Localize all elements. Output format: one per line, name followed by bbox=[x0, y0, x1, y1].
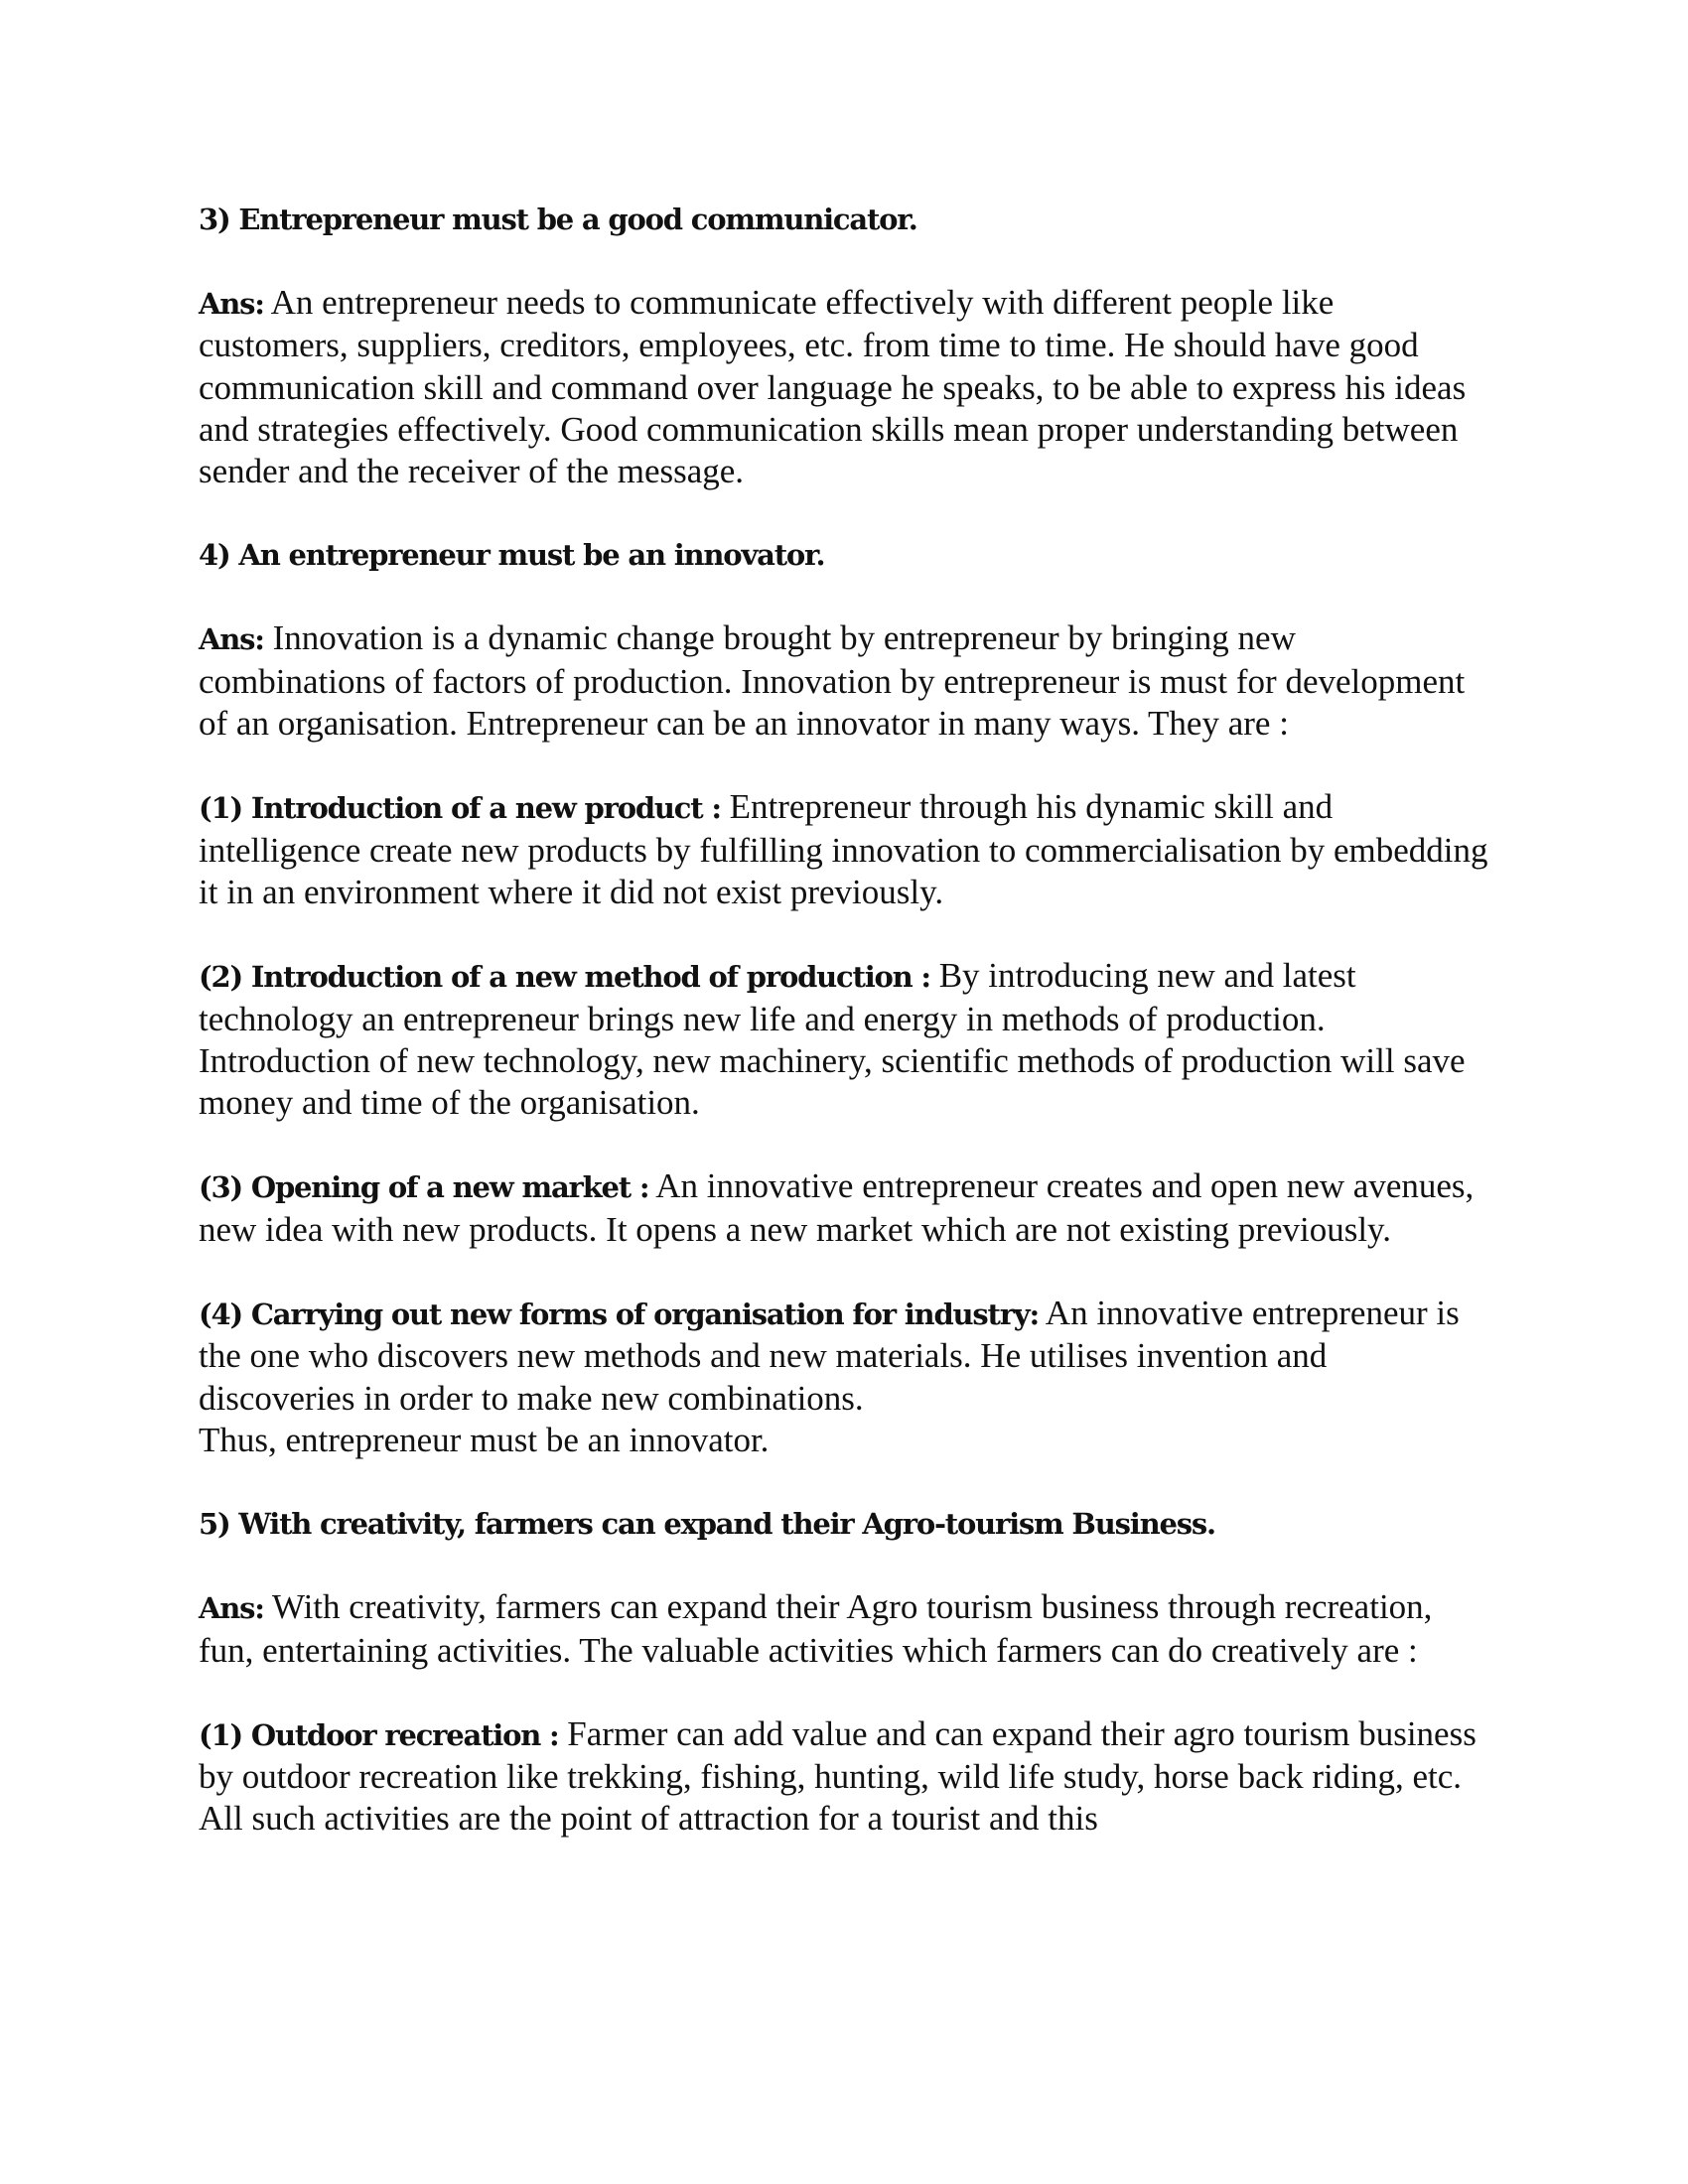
innovation-point-2 bbox=[199, 955, 1489, 1124]
question-4-answer bbox=[199, 617, 1489, 745]
question-3-answer bbox=[199, 282, 1489, 492]
answer-text: With creativity, farmers can expand their Agro tourism business through recreation, fun, entertaining activities. The valuable activities which farmers can do creatively are : bbox=[199, 1587, 1433, 1670]
point-text: Entrepreneur through his dynamic skill and intelligence create new products by fulfilling innovation to commercialisation by embedding it in an environment where it did not exist previously. bbox=[199, 787, 1488, 911]
question-5-heading: 5) With creativity, farmers can expand their Agro-tourism Business. bbox=[199, 1507, 1215, 1542]
point-label: (3) Opening of a new market : bbox=[199, 1170, 649, 1205]
answer-label: Ans: bbox=[199, 1591, 264, 1626]
point-label: (1) Introduction of a new product : bbox=[199, 791, 721, 826]
point-text: By introducing new and latest technology an entrepreneur brings new life and energy in methods of production. Introduction of new technology, new machinery, scientific methods of production will save money and time of the organisation. bbox=[199, 956, 1466, 1123]
question-5-answer bbox=[199, 1586, 1489, 1672]
conclusion-text: Thus, entrepreneur must be an innovator. bbox=[199, 1420, 770, 1459]
point-label: (4) Carrying out new forms of organisation for industry: bbox=[199, 1297, 1039, 1332]
point-label: (2) Introduction of a new method of production : bbox=[199, 960, 930, 995]
question-4-heading: 4) An entrepreneur must be an innovator. bbox=[199, 538, 825, 573]
innovation-point-1 bbox=[199, 786, 1489, 913]
question-3-heading: 3) Entrepreneur must be a good communicator. bbox=[199, 203, 917, 236]
point-text: An innovative entrepreneur is the one who discovers new methods and new materials. He utilises invention and discoveries in order to make new combinations. bbox=[199, 1294, 1460, 1418]
document-page bbox=[199, 199, 1489, 1882]
answer-text: An entrepreneur needs to communicate effectively with different people like customers, suppliers, creditors, employees, etc. from time to time. He should have good communication skill and command over language he speaks, to be able to express his ideas and strategies effectively. Good communication skills mean proper understanding between sender and the receiver of the message. bbox=[199, 283, 1467, 491]
innovation-point-3 bbox=[199, 1165, 1489, 1251]
point-text: An innovative entrepreneur creates and open new avenues, new idea with new products. It opens a new market which are not existing previously. bbox=[199, 1166, 1475, 1249]
point-label: (1) Outdoor recreation : bbox=[199, 1717, 559, 1752]
answer-label: Ans: bbox=[199, 287, 264, 321]
answer-text: Innovation is a dynamic change brought by entrepreneur by bringing new combinations of factors of production. Innovation by entrepreneur is must for development of an organisation. Entrepreneur can be an innovator in many ways. They are : bbox=[199, 618, 1466, 744]
answer-label: Ans: bbox=[199, 622, 264, 657]
agro-point-1 bbox=[199, 1713, 1489, 1841]
innovation-point-4 bbox=[199, 1293, 1489, 1461]
point-text: Farmer can add value and can expand their agro tourism business by outdoor recreation like trekking, fishing, hunting, wild life study, horse back riding, etc. All such activities are the point of attraction for a tourist and this bbox=[199, 1713, 1477, 1839]
